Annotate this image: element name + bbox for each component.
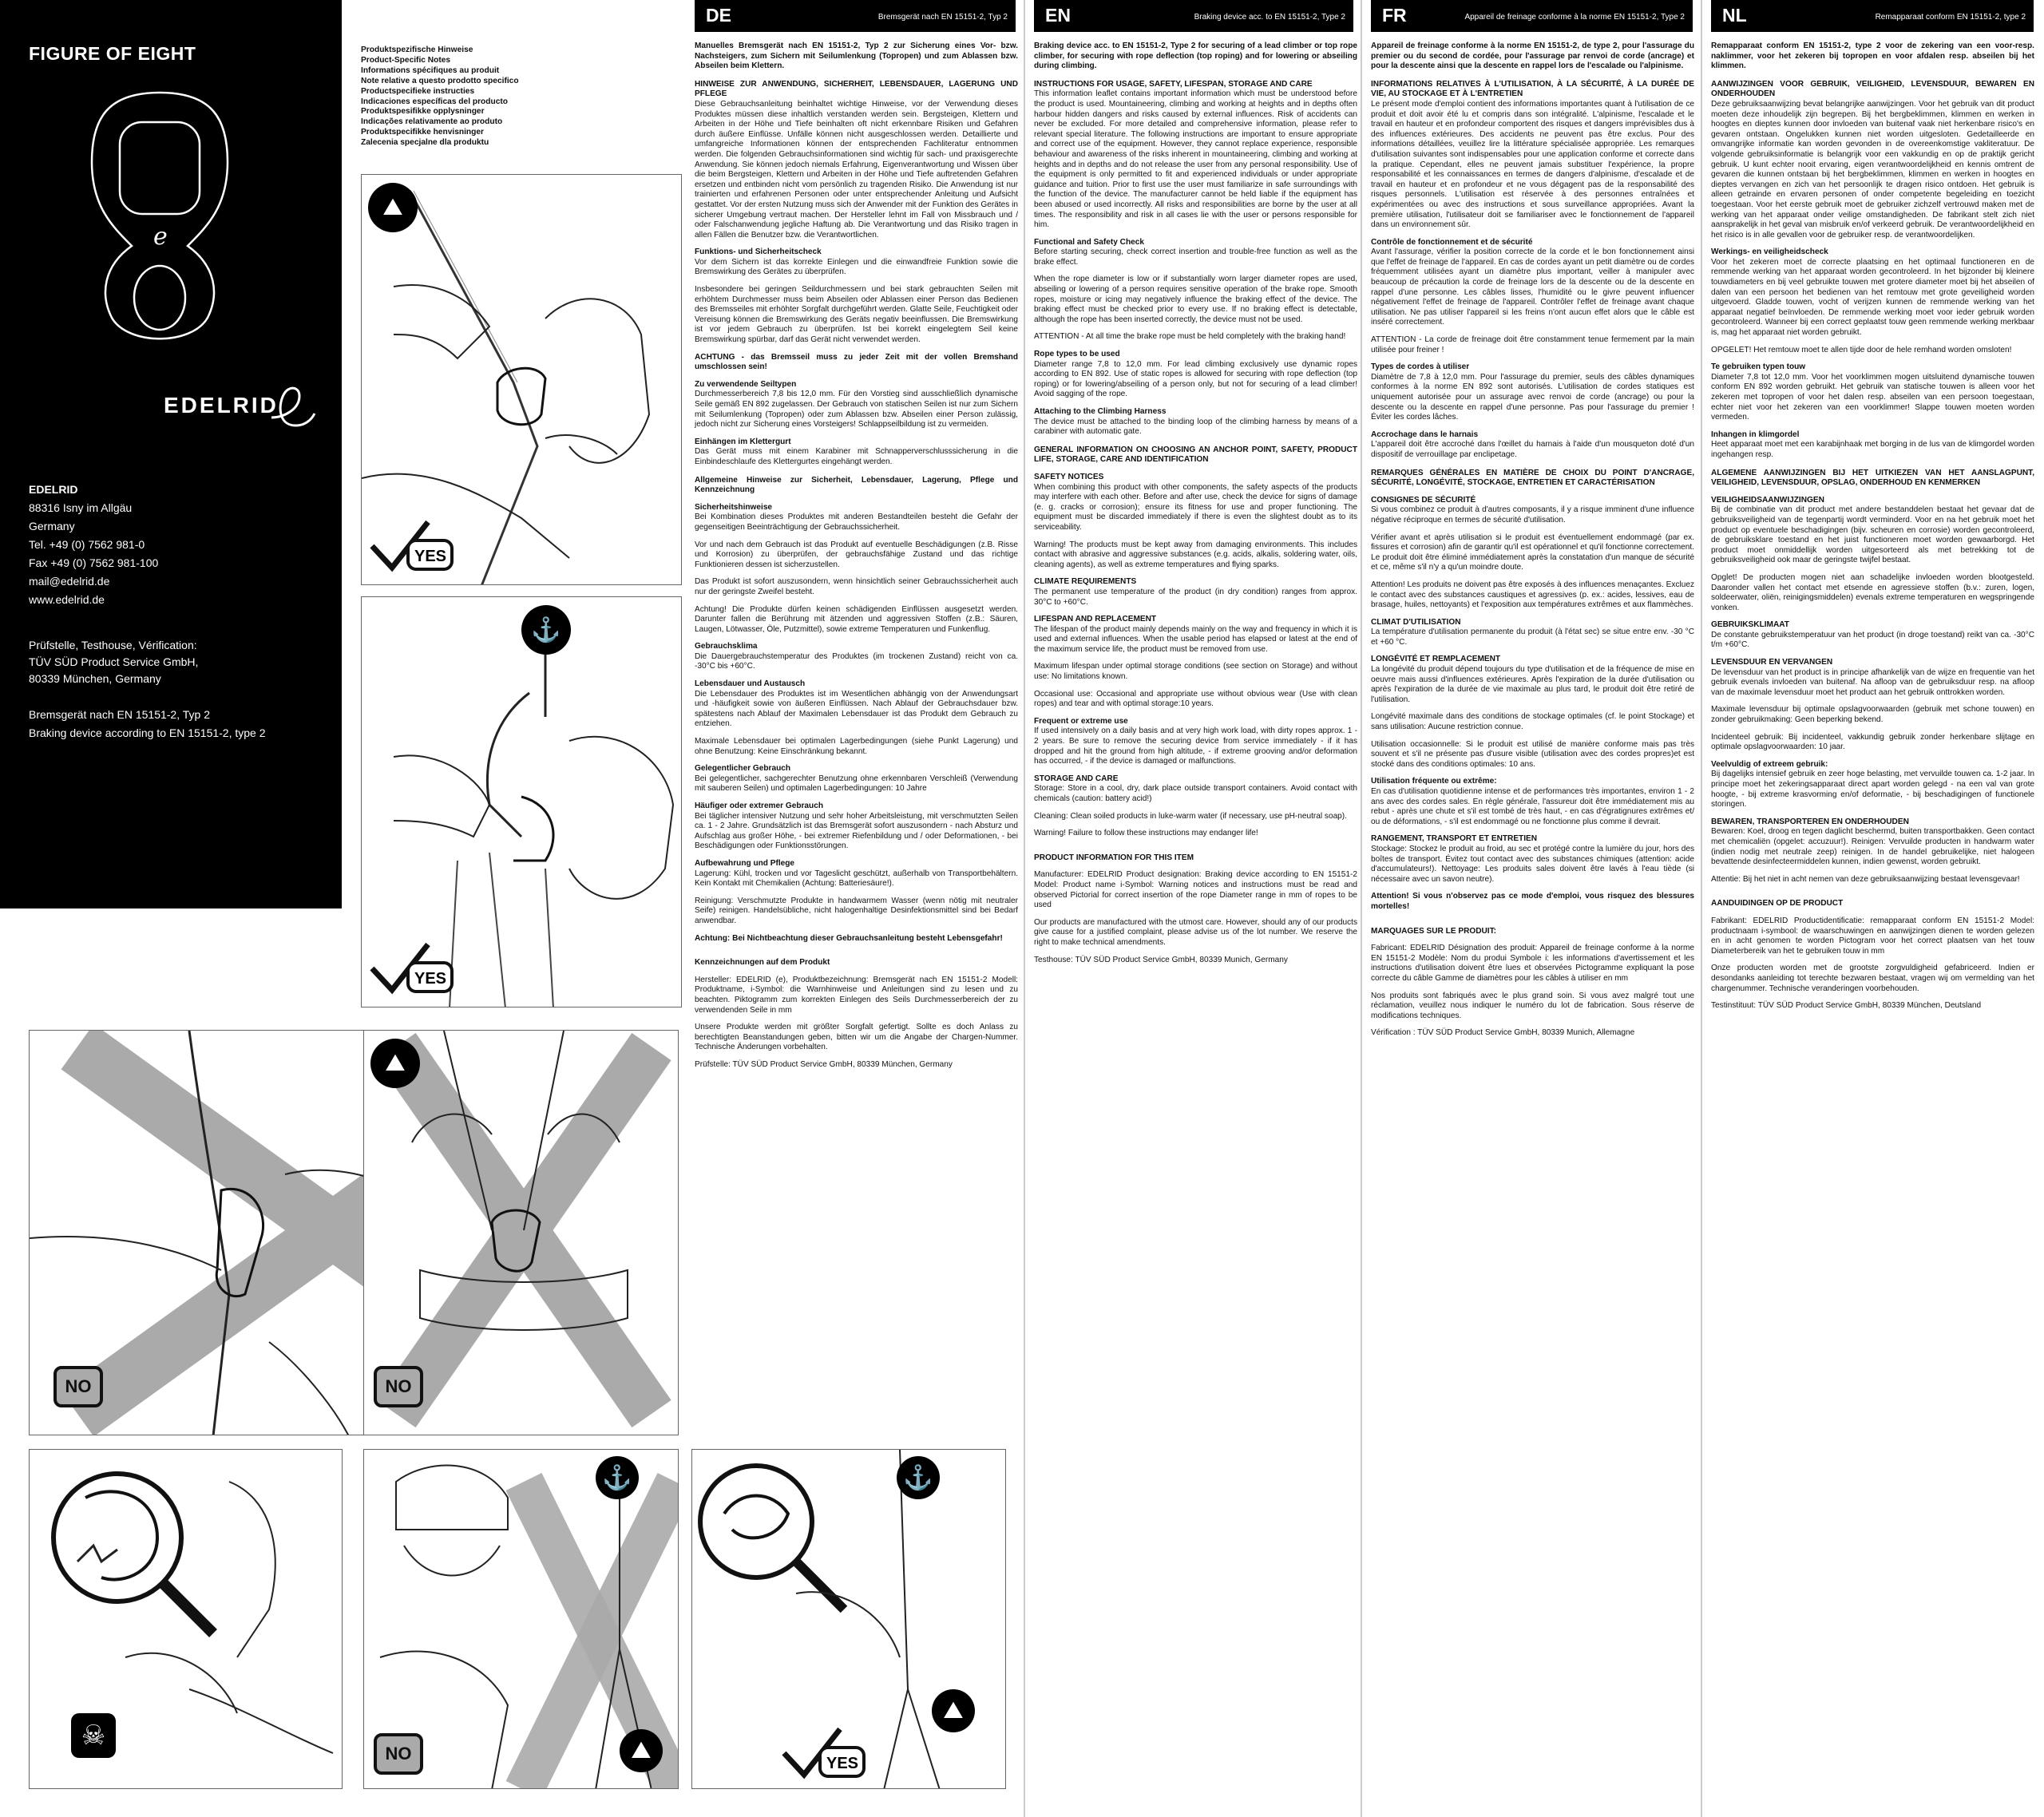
column-header xyxy=(1371,0,1693,32)
column-subtitle: Remapparaat conform EN 15151-2, type 2 xyxy=(1875,13,2026,22)
column-subtitle: Appareil de freinage conforme à la norme EN 15151-2, Type 2 xyxy=(1464,13,1685,22)
paragraph: The lifespan of the product mainly depends mainly on the way and frequency in which it is used and external influences. When the usable period has elapsed or latest at the end of the maximum service life, the product must be removed from use. xyxy=(1034,624,1357,654)
language-code: EN xyxy=(1045,5,1071,26)
paragraph: La longévité du produit dépend toujours du type d'utilisation et de la fréquence de mise en oeuvre mais aussi d'influences extérieures. Après l'expiration de la durée d'utilisation ou après l'expiration de la durée de vie maximale au plus tard, le produit doit être retiré de l'utilisation. xyxy=(1371,665,1694,704)
paragraph: Diese Gebrauchsanleitung beinhaltet wichtige Hinweise, vor der Verwendung dieses Produktes müssen diese inhaltlich verstanden werden sein. Bergsteigen, Klettern und Arbeiten in der Höhe und Tiefe beinhalten oft nicht erkennbare Risiken und Gefahren durch äußere Einflüsse. Unfälle können nicht ausgeschlossen werden. Detaillierte und umfangreiche Informationen können der entsprechenden Fachliteratur entnommen werden. Die folgenden Gebrauchsinformationen sind wichtig für sach- und praxisgerechte Anwendung. Sie können jedoch niemals Erfahrung, Eigenverantwortung und Wissen über die beim Bergsteigen, Klettern und Arbeiten in der Höhe und Tiefe auftretenden Gefahren ersetzen und entbinden nicht vom persönlich zu tragenden Risiko. Die Anwendung ist nur trainierten und erfahrenen Personen oder unter entsprechender Anleitung und Aufsicht gestattet. Vor der ersten Nutzung muss sich der Anwender mit der Funktion des Gerätes in sicherer Umgebung vertraut machen. Der Hersteller lehnt im Fall von Missbrauch und / oder Falschanwendung jegliche Haftung ab. Die Verantwortung und das Risiko tragen in allen Fällen die Benutzer bzw. die Verantwortlichen. xyxy=(695,99,1018,239)
subheading: BEWAREN, TRANSPORTEREN EN ONDERHOUDEN xyxy=(1711,817,1909,826)
standard-block xyxy=(29,706,266,742)
paragraph: Vor dem Sichern ist das korrekte Einlegen und die einwandfreie Funktion sowie die Bremswirkung des Gerätes zu überprüfen. xyxy=(695,257,1018,277)
paragraph: Avant l'assurage, vérifier la position correcte de la corde et le bon fonctionnement ainsi que l'effet de freinage de l'appareil. En cas de cordes ayant un petit diamètre ou de cordes fréquemment utilisées ayant un diamètre plus important, veiller à manipuler avec beaucoup de précaution la corde de freinage lors de la descente ou de la descente en rappel d'une personne. Les câbles lisses, l'humidité ou le givre peuvent influencer négativement l'effet de freinage de l'appareil. Contrôler l'effet de freinage avant chaque utilisation. Ne pas utiliser l'appareil si les freins n'ont aucun effet alors que le câble est inséré correctement. xyxy=(1371,247,1694,327)
language-code: NL xyxy=(1722,5,1747,26)
column-body xyxy=(695,42,1018,1070)
language-code: FR xyxy=(1382,5,1407,26)
illustration-anchor-no xyxy=(363,1449,679,1789)
paragraph: Cleaning: Clean soiled products in luke-warm water (if necessary, use pH-neutral soap). xyxy=(1034,811,1347,821)
warning: Achtung: Bei Nichtbeachtung dieser Gebrauchsanleitung besteht Lebensgefahr! xyxy=(695,933,1003,943)
testhouse-city: 80339 München, Germany xyxy=(29,672,161,685)
paragraph: Maximale levensduur bij optimale opslagvoorwaarden (gebruik met schone touwen) en zonder gebruikmaking: Geen beperking bekend. xyxy=(1711,705,2034,725)
paragraph: The permanent use temperature of the product (in dry condition) ranges from approx. 30°C to +60°C. xyxy=(1034,587,1357,607)
paragraph: Diameter range 7,8 to 12,0 mm. For lead climbing exclusively use dynamic ropes according to EN 892. Use of static ropes is allowed for securing with rope deflection (top roping) or for lowering/abseiling of a person only, but not for securing of a lead climber! Avoid sagging of the rope. xyxy=(1034,359,1357,399)
yes-label: YES xyxy=(414,548,447,565)
note-item: Indicações relativamente ao produto xyxy=(361,117,503,127)
paragraph: Opglet! De producten mogen niet aan schadelijke invloeden worden blootgesteld. Daaronder vallen het contact met etsende en agressieve stoffen (b.v.: zuren, logen, soldeerwater, oliën, reinigingsmiddelen) evenals extreme temperaturen en wegspringende vonken. xyxy=(1711,572,2034,612)
paragraph: Manufacturer: EDELRID Product designation: Braking device according to EN 15151-2 Model: Product name i-Symbol: Warning notices and instructions must be read and observed Pictorial for correct insertion of the rope Diameter range in mm of ropes to be used xyxy=(1034,870,1357,910)
subheading: Inhangen in klimgordel xyxy=(1711,430,1800,439)
intro: Braking device acc. to EN 15151-2, Type 2 for securing of a lead climber or top rope climber, for securing with rope deflection (top roping) and for lowering or abseiling during climbing. xyxy=(1034,42,1357,71)
column-body xyxy=(1371,42,1694,1039)
subheading: LIFESPAN AND REPLACEMENT xyxy=(1034,615,1157,624)
paragraph: De constante gebruikstemperatuur van het product (in droge toestand) reikt van ca. -30°C t/m +60°C. xyxy=(1711,630,2034,650)
subheading: Häufiger oder extremer Gebrauch xyxy=(695,802,823,810)
paragraph: Vérifier avant et après utilisation si le produit est éventuellement endommagé (par ex. fissures et corrosion) afin de garantir qu'il est opérationnel et qu'il fonctionne correctement. Le produit doit être éliminé immédiatement après la constatation d'un manque de sécurité et ce, même s'il n'y a qu'un moindre doute. xyxy=(1371,532,1694,572)
section-heading: HINWEISE ZUR ANWENDUNG, SICHERHEIT, LEBENSDAUER, LAGERUNG UND PFLEGE xyxy=(695,79,1018,99)
note-item: Produktspesifikke opplysninger xyxy=(361,107,485,117)
column-divider xyxy=(1361,0,1362,1817)
warning: Attentie: Bij het niet in acht nemen van deze gebruiksaanwijzing bestaat levensgevaar! xyxy=(1711,874,2020,884)
yes-badge xyxy=(368,518,456,578)
subheading: LONGÉVITÉ ET REMPLACEMENT xyxy=(1371,655,1501,664)
paragraph: This information leaflet contains important information which must be understood before the product is used. Mountaineering, climbing and working at heights and in depths often harbour hidden dangers and risks caused by external influences. Risk of accidents can never be excluded. For more detailed and comprehensive information, please refer to relevant special literature. The following instructions are important to ensure appropriate and correct use of the equipment. However, they cannot replace experience, responsible behaviour and awareness of the risks inherent in mountaineering, climbing and working at heights and in depths and do not release the user from any personal responsibility. Use of the equipment is only permitted to fit and experienced individuals or under appropriate guidance and tuition. Prior to first use the user must familiarize in safe surroundings with the function of the device. The manufacturer cannot be held liable if the equipment has been abused or used incorrectly. All risks and responsibilities are borne by the user at all times. The responsibility and risk in all cases lie with the user or persons responsible for him. xyxy=(1034,89,1357,230)
anchor-icon: ⚓ xyxy=(521,605,571,655)
paragraph: When the rope diameter is low or if substantially worn larger diameter ropes are used, abseiling or lowering of a person requires sensitive operation of the brake rope. Smooth ropes, moisture or icing may negatively influence the braking effect of the device. The braking effect must be checked prior to every use. If no braking effect is detectable, although the rope has been inserted correctly, the device must not be used. xyxy=(1034,275,1357,324)
skull-danger-icon: ☠ xyxy=(71,1713,116,1758)
edelrid-logo: EDELRID xyxy=(164,393,279,418)
subheading: RANGEMENT, TRANSPORT ET ENTRETIEN xyxy=(1371,834,1538,844)
subheading: Gebrauchsklima xyxy=(695,642,758,651)
paragraph: Incidenteel gebruik: Bij incidenteel, vakkundig gebruik zonder herkenbare slijtage en optimale opslagvoorwaarden: 10 jaar. xyxy=(1711,732,2034,752)
paragraph: Onze producten worden met de grootste zorgvuldigheid gefabriceerd. Indien er desondanks aanleiding tot terechte bezwaren bestaat, vragen wij om vermelding van het chargenummer. Technische veranderingen voorbehouden. xyxy=(1711,964,2034,993)
subheading: Kennzeichnungen auf dem Produkt xyxy=(695,958,830,968)
paragraph: Bij dagelijks intensief gebruik en zeer hoge belasting, met vervuilde touwen ca. 1-2 jaar. In principe moet het zekeringsapparaat direct apart worden gelegd - na een val van grote hoogte, - bij extreme krasvorming en/of deformatie, - bij beschadigingen of functionele storingen. xyxy=(1711,770,2034,810)
paragraph: Our products are manufactured with the utmost care. However, should any of our products give cause for a justified complaint, please advise us of the lot number. We reserve the right to make technical amendments. xyxy=(1034,917,1357,947)
standard-de: Bremsgerät nach EN 15151-2, Typ 2 xyxy=(29,708,210,721)
subheading: CONSIGNES DE SÉCURITÉ xyxy=(1371,495,1476,505)
subheading: Frequent or extreme use xyxy=(1034,716,1128,726)
section-heading: ALGEMENE AANWIJZINGEN BIJ HET UITKIEZEN VAN HET AANSLAGPUNT, VEILIGHEID, LEVENSDUUR, OPSLAG, ONDERHOUD EN KENMERKEN xyxy=(1711,468,2034,488)
intro: Appareil de freinage conforme à la norme EN 15151-2, de type 2, pour l'assurage du premier ou du second de cordée, pour l'assurage par renvoi de corde (ancrage) et pour la descente ainsi que la descente en rappel lors de l'escalade ou l'alpinisme. xyxy=(1371,42,1694,71)
brand-panel xyxy=(0,0,342,908)
no-badge: NO xyxy=(53,1366,103,1407)
paragraph: Bei Kombination dieses Produktes mit anderen Bestandteilen besteht die Gefahr der gegenseitigen Beeinträchtigung der Gebrauchssicherheit. xyxy=(695,513,1018,532)
section-heading: INSTRUCTIONS FOR USAGE, SAFETY, LIFESPAN, STORAGE AND CARE xyxy=(1034,79,1313,89)
paragraph: Achtung! Die Produkte dürfen keinen schädigenden Einflüssen ausgesetzt werden. Darunter fallen die Berührung mit ätzenden und aggressiven Stoffen (z.B.: Säuren, Laugen, Lötwasser, Öle, Putzmittel), sowie extreme Temperaturen und Funkenflug. xyxy=(695,604,1018,634)
subheading: Einhängen im Klettergurt xyxy=(695,437,791,446)
paragraph: Before starting securing, check correct insertion and trouble-free function as well as the brake effect. xyxy=(1034,247,1357,267)
paragraph: When combining this product with other components, the safety aspects of the products may interfere with each other. Before and after use, check the device for signs of damage (e. g. cracks or corrosion); ensure its fitness for use and proper functioning. The equipment must be discarded immediately if there is even the slightest doubt as to its serviceability. xyxy=(1034,482,1357,532)
paragraph: Stockage: Stockez le produit au froid, au sec et protégé contre la lumière du jour, hors des boîtes de transport. Évitez tout contact avec des substances chimiques (attention: acide d'accumulateurs!). Nettoyage: Les produits sales doivent être lavés à l'eau tiède (si nécessaire avec un savon neutre). xyxy=(1371,844,1694,884)
paragraph: Fabricant: EDELRID Désignation des produit: Appareil de freinage conforme à la norme EN 15151-2 Modèle: Nom du produi Symbole i: les informations d'avertissement et les instructions d'utilisation doivent être lues et observées Pictogramme expliquant la pose correcte du câble Gamme de diamètres pour les câbles à utiliser en mm xyxy=(1371,944,1694,983)
warning: ATTENTION - At all time the brake rope must be held completely with the braking hand! xyxy=(1034,332,1346,342)
paragraph: Die Lebensdauer des Produktes ist im Wesentlichen abhängig von der Anwendungsart und -häufigkeit sowie von äußeren Einflüssen. Nach Ablauf der Gebrauchsdauer bzw. spätestens nach Ablauf der Maximalen Lebensdauer ist das Produkt dem Gebrauch zu entziehen. xyxy=(695,689,1018,729)
language-code: DE xyxy=(706,5,731,26)
note-item: Informations spécifiques au produit xyxy=(361,65,500,75)
paragraph: Durchmesserbereich 7,8 bis 12,0 mm. Für den Vorstieg sind ausschließlich dynamische Seile gemäß EN 892 zugelassen. Der Gebrauch von statischen Seilen ist nur zum Sichern mit Seilumlenkung (Topropen) oder zum Ablassen bzw. Abseilen einer Person zulässig, jedoch nicht zur Sicherung eines Vorsteigers! Schlappseilbildung ist zu vermeiden. xyxy=(695,390,1018,430)
illustration-knot-yes xyxy=(691,1449,1006,1789)
paragraph: Longévité maximale dans des conditions de stockage optimales (cf. le point Stockage) et sans utilisation: Aucune restriction connue. xyxy=(1371,712,1694,732)
testhouse-name: TÜV SÜD Product Service GmbH, xyxy=(29,655,199,668)
illustration-harness-no xyxy=(363,1030,679,1435)
paragraph: Prüfstelle: TÜV SÜD Product Service GmbH, 80339 München, Germany xyxy=(695,1059,953,1069)
edelrid-e-logo-icon xyxy=(263,382,319,430)
subheading: Werkings- en veiligheidscheck xyxy=(1711,247,1828,257)
paragraph: Warning! The products must be kept away from damaging environments. This includes contact with abrasive and aggressive substances (e.g. acids, alkalis, soldering water, oils, cleaning agents), as well as extreme temperatures and flying sparks. xyxy=(1034,540,1357,569)
company-name: EDELRID xyxy=(29,483,78,496)
paragraph: Lagerung: Kühl, trocken und vor Tageslicht geschützt, außerhalb von Transportbehältern. Kein Kontakt mit Chemikalien (Achtung: Batteriesäure!). xyxy=(695,869,1018,889)
paragraph: Maximum lifespan under optimal storage conditions (see section on Storage) and without use: No limitations known. xyxy=(1034,662,1357,682)
subheading: Gelegentlicher Gebrauch xyxy=(695,764,791,774)
email[interactable]: mail@edelrid.de xyxy=(29,575,110,588)
standard-en: Braking device according to EN 15151-2, type 2 xyxy=(29,726,266,739)
paragraph: Unsere Produkte werden mit größter Sorgfalt gefertigt. Sollte es doch Anlass zu berechtigten Beanstandungen geben, bitten wir um die Angabe der Chargen-Nummer. Technische Änderungen vorbehalten. xyxy=(695,1023,1018,1052)
paragraph: Le présent mode d'emploi contient des informations importantes quant à l'utilisation de ce produit et doit avoir été lu et compris dans son intégralité. L'alpinisme, l'escalade et le travail en hauteur et en profondeur comportent des risques et dangers imprévisibles dus à des influences extérieures. Des accidents ne peuvent pas être exclus. Pour des informations détaillées, veuillez lire la littérature spécialisée appropriée. Les remarques d'utilisation suivantes sont indispensables pour une application conforme et correcte dans la pratique. Cependant, elles ne peuvent jamais substituer l'expérience, la propre responsabilité et les connaissances en termes de dangers d'alpinisme, d'escalade et de travail en hauteur et en profondeur et ne vous dégagent pas de la responsabilité des risques personnels. L'utilisation est réservée à des personnes entraînées et expérimentées ou avec des instructions et sous surveillance appropriées. Avant la première utilisation, l'utilisateur doit se familiariser avec le fonctionnement de l'appareil dans un environnement sûr. xyxy=(1371,99,1694,230)
subheading: Funktions- und Sicherheitscheck xyxy=(695,247,822,257)
paragraph: Bei täglicher intensiver Nutzung und sehr hoher Arbeitsleistung, mit verschmutzten Seilen ca. 1 - 2 Jahre. Grundsätzlich ist das Bremsgerät sofort auszusondern - nach Absturz und Aufschlag aus großer Höhe, - bei extremer Riefenbildung und / oder Deformationen, - bei Beschädigungen oder Funktionsstörungen. xyxy=(695,811,1018,851)
product-notes-list xyxy=(361,46,519,148)
paragraph: Die Dauergebrauchstemperatur des Produktes (im trockenen Zustand) reicht von ca. -30°C bis +60°C. xyxy=(695,651,1018,671)
illustration-toprope-yes xyxy=(361,174,682,585)
paragraph: Testinstituut: TÜV SÜD Product Service GmbH, 80339 München, Deutsland xyxy=(1711,1001,1982,1011)
phone: Tel. +49 (0) 7562 981-0 xyxy=(29,538,145,551)
subheading: Contrôle de fonctionnement et de sécurité xyxy=(1371,237,1533,247)
paragraph: Vérification : TÜV SÜD Product Service GmbH, 80339 Munich, Allemagne xyxy=(1371,1028,1635,1038)
paragraph: L'appareil doit être accroché dans l'œillet du harnais à l'aide d'un mousqueton doté d'un dispositif de verrouillage par enclipetage. xyxy=(1371,440,1694,459)
column-header xyxy=(695,0,1016,32)
paragraph: Diameter 7,8 tot 12,0 mm. Voor het voorklimmen mogen uitsluitend dynamische touwen conform EN 892 worden gebruikt. Het gebruik van statische touwen is alleen voor het zekeren met topropen of voor het dalen resp. abseilen van een persoon toegestaan, echter niet voor het zekeren van een voorklimmer! Slappe touwen moeten worden vermeden. xyxy=(1711,372,2034,422)
no-badge: NO xyxy=(374,1366,423,1407)
paragraph: If used intensively on a daily basis and at very high work load, with dirty ropes approx. 1 - 2 years. Be sure to remove the securing device from service immediately - if it has dropped and hit the ground from high altitude, - if extreme grooving and/or deformation has occurred, - if the device is damaged or malfunctions. xyxy=(1034,726,1357,766)
paragraph: Das Gerät muss mit einem Karabiner mit Schnapperverschlusssicherung in die Einbindeschlaufe des Klettergurtes eingehängt werden. xyxy=(695,447,1018,466)
column-body xyxy=(1711,42,2034,1011)
paragraph: Nos produits sont fabriqués avec le plus grand soin. Si vous avez malgré tout une réclamation, veuillez nous indiquer le numéro du lot de fabrication. Sous réserve de modifications techniques. xyxy=(1371,991,1694,1020)
section-heading: INFORMATIONS RELATIVES À L'UTILISATION, À LA SÉCURITÉ, À LA DURÉE DE VIE, AU STOCKAGE ET À L'ENTRETIEN xyxy=(1371,79,1694,99)
paragraph: Maximale Lebensdauer bei optimalen Lagerbedingungen (siehe Punkt Lagerung) und ohne Benutzung: Keine Einschränkung bekannt. xyxy=(695,737,1018,756)
subheading: Veelvuldig of extreem gebruik: xyxy=(1711,759,1828,769)
no-badge: NO xyxy=(374,1733,423,1775)
checkmark-icon xyxy=(368,940,456,996)
paragraph: The device must be attached to the binding loop of the climbing harness by means of a carabiner with automatic gate. xyxy=(1034,417,1357,437)
paragraph: Utilisation occasionnelle: Si le produit est utilisé de manière conforme mais pas très souvent et s'il ne présente pas d'usure visible (utilisation avec des cordes propres)et est stocké dans des conditions optimales: 10 ans. xyxy=(1371,739,1694,769)
intro: Remapparaat conform EN 15151-2, type 2 voor de zekering van een voor-resp. naklimmer, voor het zekeren bij topropen en voor afdalen resp. abseilen bij het klimmen. xyxy=(1711,42,2034,71)
column-header xyxy=(1711,0,2034,32)
note-item: Product-Specific Notes xyxy=(361,55,451,65)
paragraph: Heet apparaat moet met een karabijnhaak met borging in de lus van de klimgordel worden ingehangen resp. xyxy=(1711,440,2034,459)
subheading: GEBRUIKSKLIMAAT xyxy=(1711,620,1789,630)
subheading: Attaching to the Climbing Harness xyxy=(1034,407,1167,416)
subheading: MARQUAGES SUR LE PRODUIT: xyxy=(1371,926,1497,936)
section-heading: GENERAL INFORMATION ON CHOOSING AN ANCHOR POINT, SAFETY, PRODUCT LIFE, STORAGE, CARE AND IDENTIFICATION xyxy=(1034,445,1357,465)
column-subtitle: Braking device acc. to EN 15151-2, Type 2 xyxy=(1194,13,1345,22)
fax: Fax +49 (0) 7562 981-100 xyxy=(29,556,159,569)
paragraph: Insbesondere bei geringen Seildurchmessern und bei stark gebrauchten Seilen mit erhöhtem Durchmesser muss beim Abseilen oder Ablassen einer Person das Bedienen des Bremsseiles mit erhöhter Sorgfalt durchgeführt werden. Glatte Seile, Feuchtigkeit oder Vereisung können die Bremswirkung des Geräts negativ beeinflussen. Die Bremswirkung ist vor jedem Gebrauch zu überprüfen. Ist bei korrekt eingelegtem Seil keine Bremswirkung spürbar, darf das Gerät nicht verwendet werden. xyxy=(695,285,1018,345)
note-item: Note relative a questo prodotto specifico xyxy=(361,76,519,85)
paragraph: Fabrikant: EDELRID Productidentificatie: remapparaat conform EN 15151-2 Model: productnaam i-symbool: de waarschuwingen en aanwijzingen dienen te worden gelezen en in acht genomen te worden Pictogram voor het correct plaatsen van het touw Diameterbereik van het te gebruiken touw in mm xyxy=(1711,916,2034,956)
climber-icon: ⛰ xyxy=(932,1689,975,1732)
subheading: Zu verwendende Seiltypen xyxy=(695,379,797,389)
testhouse-label: Prüfstelle, Testhouse, Vérification: xyxy=(29,639,197,651)
climber-icon: ⛰ xyxy=(368,183,418,232)
subheading: Functional and Safety Check xyxy=(1034,237,1144,247)
paragraph: Occasional use: Occasional and appropriate use without obvious wear (Use with clean ropes) and tear and with optimal storage:10 years. xyxy=(1034,689,1357,709)
subheading: VEILIGHEIDSAANWIJZINGEN xyxy=(1711,495,1824,505)
column-divider xyxy=(1024,0,1025,1817)
yes-badge xyxy=(780,1725,868,1785)
checkmark-icon xyxy=(780,1725,868,1781)
paragraph: De levensduur van het product is in principe afhankelijk van de wijze en frequentie van het gebruik evenals invloeden van buitenaf. Na afloop van de gebruiksduur resp. na afloop van de maximale levensduur moet het product aan het gebruik onttrokken worden. xyxy=(1711,667,2034,697)
subheading: CLIMAT D'UTILISATION xyxy=(1371,617,1461,627)
note-item: Productspecifieke instructies xyxy=(361,86,475,96)
paragraph: Bij de combinatie van dit product met andere bestanddelen bestaat het gevaar dat de gebruiksveiligheid van de tegenpartij wordt verminderd. Voor en na het gebruik moet het product op eventuele beschadigingen (bijv. scheuren en corrosie) worden gecontroleerd, de gebruiksklare toestand en het juist functioneren moet worden gewaarborgd. Het product moet onmiddellijk worden uitgesorteerd als met betrekking tot de gebruiksveiligheid ook maar de geringste twijfel bestaat. xyxy=(1711,505,2034,565)
paragraph: Bewaren: Koel, droog en tegen daglicht beschermd, buiten transportbakken. Geen contact met chemicaliën (opgelet: accuzuur!). Reinigen: Vervuilde producten in handwarm water (indien nodig met neutrale zeep) reinigen. In de handel gebruikelijke, niet halogeen bevattende desinfecteermiddelen kunnen, indien gewenst, worden gebruikt. xyxy=(1711,827,2034,867)
paragraph: Hersteller: EDELRID (e), Produktbezeichnung: Bremsgerät nach EN 15151-2 Modell: Produktname, i-Symbol: die Warnhinweise und Anleitungen sind zu lesen und zu beachten. Piktogramm zum korrekten Einlegen des Seils Durchmesserbereich der zu verwendenden Seile in mm xyxy=(695,975,1018,1015)
climber-icon: ⛰ xyxy=(370,1039,420,1088)
illustration-lowering-yes xyxy=(361,596,682,1007)
yes-badge xyxy=(368,940,456,1000)
warning: ATTENTION - La corde de freinage doit être constamment tenue fermement par la main utilisée pour freiner ! xyxy=(1371,335,1694,354)
note-item: Indicaciones específicas del producto xyxy=(361,97,508,106)
figure-eight-icon xyxy=(80,86,240,350)
note-item: Produktspezifische Hinweise xyxy=(361,46,473,54)
paragraph: Warning! Failure to follow these instructions may endanger life! xyxy=(1034,829,1258,838)
column-header xyxy=(1034,0,1353,32)
address-line: 88316 Isny im Allgäu xyxy=(29,501,133,514)
yes-label: YES xyxy=(826,1755,859,1772)
subheading: SAFETY NOTICES xyxy=(1034,472,1104,481)
intro: Manuelles Bremsgerät nach EN 15151-2, Typ 2 zur Sicherung eines Vor- bzw. Nachsteigers, zum Sichern mit Seilumlenkung (Topropen) und zum Ablassen bzw. Abseilen beim Klettern. xyxy=(695,42,1018,71)
section-heading: Allgemeine Hinweise zur Sicherheit, Lebensdauer, Lagerung, Pflege und Kennzeichnung xyxy=(695,475,1018,495)
section-heading: REMARQUES GÉNÉRALES EN MATIÈRE DE CHOIX DU POINT D'ANCRAGE, SÉCURITÉ, LONGÉVITÉ, STOCKAGE, ENTRETIEN ET CARACTÉRISATION xyxy=(1371,468,1694,488)
paragraph: La température d'utilisation permanente du produit (à l'état sec) se situe entre env. -30 °C et +60 °C. xyxy=(1371,627,1694,647)
subheading: Utilisation fréquente ou extrême: xyxy=(1371,777,1497,786)
subheading: Types de cordes à utiliser xyxy=(1371,362,1470,372)
testhouse-block xyxy=(29,637,198,687)
paragraph: En cas d'utilisation quotidienne intense et de performances très importantes, environ 1 - 2 ans avec des cordes sales. En règle générale, l'assureur doit être immédiatement mis au rebut - après une chute et s'il est tombé de très haut, - en cas d'égratignures extrêmes et/ ou de déformations, - s'il est endommagé ou ne fonctionne plus comme il devrait. xyxy=(1371,787,1694,826)
checkmark-icon xyxy=(368,518,456,574)
warning: ACHTUNG - das Bremsseil muss zu jeder Zeit mit der vollen Bremshand umschlossen sein! xyxy=(695,352,1018,372)
subheading: Lebensdauer und Austausch xyxy=(695,679,806,689)
warning: Attention! Si vous n'observez pas ce mode d'emploi, vous risquez des blessures mortelles! xyxy=(1371,892,1694,911)
column-body xyxy=(1034,42,1357,965)
website[interactable]: www.edelrid.de xyxy=(29,593,105,606)
subheading: Sicherheitshinweise xyxy=(695,502,773,512)
section-heading: AANWIJZINGEN VOOR GEBRUIK, VEILIGHEID, LEVENSDUUR, BEWAREN EN ONDERHOUDEN xyxy=(1711,79,2034,99)
anchor-icon: ⚓ xyxy=(897,1456,940,1499)
paragraph: Diamètre de 7,8 à 12,0 mm. Pour l'assurage du premier, seuls des câbles dynamiques conformes à la norme EN 892 sont autorisés. L'utilisation de cordes statiques est uniquement autorisée pour un assurage avec renvoi de corde (ancrage) ou pour la descente ou la descente en rappel d'une personne. Pas pour l'assurage du premier ! Éviter les cordes lâches. xyxy=(1371,372,1694,422)
warning: OPGELET! Het remtouw moet te allen tijde door de hele remhand worden omsloten! xyxy=(1711,345,2012,354)
paragraph: Attention! Les produits ne doivent pas être exposés à des influences menaçantes. Excluez le contact avec des substances caustiques et agressives (p. ex.: acides, lessives, eau de brasage, huiles, nettoyants) et l'exposition aux températures extrêmes et aux flammèches. xyxy=(1371,580,1694,610)
address-country: Germany xyxy=(29,520,75,532)
subheading: AANDUIDINGEN OP DE PRODUCT xyxy=(1711,899,1844,908)
subheading: Aufbewahrung und Pflege xyxy=(695,858,795,868)
subheading: CLIMATE REQUIREMENTS xyxy=(1034,577,1137,587)
anchor-icon: ⚓ xyxy=(596,1456,639,1499)
note-item: Produktspecifikke henvisninger xyxy=(361,128,484,137)
paragraph: Si vous combinez ce produit à d'autres composants, il y a risque imminent d'une influence négative réciproque en termes de sécurité d'utilisation. xyxy=(1371,505,1694,525)
subheading: Accrochage dans le harnais xyxy=(1371,430,1479,439)
column-subtitle: Bremsgerät nach EN 15151-2, Typ 2 xyxy=(877,13,1008,22)
paragraph: Testhouse: TÜV SÜD Product Service GmbH, 80339 Munich, Germany xyxy=(1034,955,1288,964)
paragraph: Das Produkt ist sofort auszusondern, wenn hinsichtlich seiner Gebrauchssicherheit auch nur der geringste Zweifel besteht. xyxy=(695,577,1018,596)
subheading: PRODUCT INFORMATION FOR THIS ITEM xyxy=(1034,853,1194,862)
note-item: Zalecenia specjalne dla produktu xyxy=(361,138,489,148)
column-divider xyxy=(1701,0,1702,1817)
climber-icon: ⛰ xyxy=(620,1729,663,1772)
svg-text:e: e xyxy=(153,223,168,251)
paragraph: Bei gelegentlicher, sachgerechter Benutzung ohne erkennbaren Verschleiß (Verwendung mit sauberen Seilen) und optimalen Lagerbedingungen: 10 Jahre xyxy=(695,774,1018,794)
subheading: Te gebruiken typen touw xyxy=(1711,362,1806,372)
illustration-damage-skull xyxy=(29,1449,343,1789)
paragraph: Storage: Store in a cool, dry, dark place outside transport containers. Avoid contact with chemicals (caution: battery acid!) xyxy=(1034,784,1357,803)
paragraph: Deze gebruiksaanwijzing bevat belangrijke aanwijzingen. Voor het gebruik van dit product moeten deze inhoudelijk zijn begrepen. Bij het bergbeklimmen, klimmen en werken in hoogtes en dieptes kunnen door invloeden van buitenaf vaak niet herkenbare risico's en gevaren ontstaan. Ongelukken kunnen niet worden uitgesloten. Gedetailleerde en omvangrijke informatie kan worden gevonden in de overeenkomstige vakliteratuur. De volgende gebruiksinformatie is belangrijk voor een vakkundig en op de praktijk gericht gebruik. U kunt echter nooit ervaring, eigen verantwoordelijkheid en kennis omtrent de gevaren die kunnen ontstaan bij het bergbeklimmen, klimmen en werken in hoogtes en dieptes vervangen en zich van het persoonlijk te dragen risico ontdoen. Het gebruik is alleen getrainde en ervaren personen of onder competente begeleiding en toezicht toegestaan. Voor het eerste gebruik moet de gebruiker zichzelf vertrouwd maken met de werking van het apparaat onder veilige omstandigheden. De fabrikant stelt zich niet aansprakelijk in het geval van misbruik en/of verkeerd gebruik. De verantwoordelijkheid en het risico is in alle gevallen voor de gebruiker resp. de verantwoordelijken. xyxy=(1711,99,2034,239)
subheading: LEVENSDUUR EN VERVANGEN xyxy=(1711,658,1833,667)
paragraph: Vor und nach dem Gebrauch ist das Produkt auf eventuelle Beschädigungen (z.B. Risse und Korrosion) zu überprüfen, der gebrauchsfähige Zustand und das richtige Funktionieren dessen ist sicherzustellen. xyxy=(695,540,1018,569)
subheading: STORAGE AND CARE xyxy=(1034,774,1119,783)
paragraph: Reinigung: Verschmutzte Produkte in handwarmem Wasser (wenn nötig mit neutraler Seife) reinigen. Handelsübliche, nicht halogenhaltige Desinfektionsmittel sind bei Bedarf anwendbar. xyxy=(695,896,1018,925)
subheading: Rope types to be used xyxy=(1034,350,1120,359)
contact-block xyxy=(29,481,158,609)
paragraph: Voor het zekeren moet de correcte plaatsing en het optimaal functioneren en de remmende werking van het apparaat worden gecontroleerd. In het bijzonder bij kleinere touwdiameters en bij veel gebruikte touwen met grotere diameter moet bij het abseilen of dalen van een persoon het bedienen van het remtouw met grote geveiligheid worden uitgevoerd. Gladde touwen, vocht of verijzen kunnen de remmende werking van het apparaat negatief beïnvloeden. De remmende werking moet voor ieder gebruik worden gecontroleerd. Wanneer bij een correct geplaatst touw geen remmende werking merkbaar is, mag het apparaat niet worden gebruikt. xyxy=(1711,257,2034,338)
product-title: FIGURE OF EIGHT xyxy=(29,43,196,64)
yes-label: YES xyxy=(414,970,447,988)
